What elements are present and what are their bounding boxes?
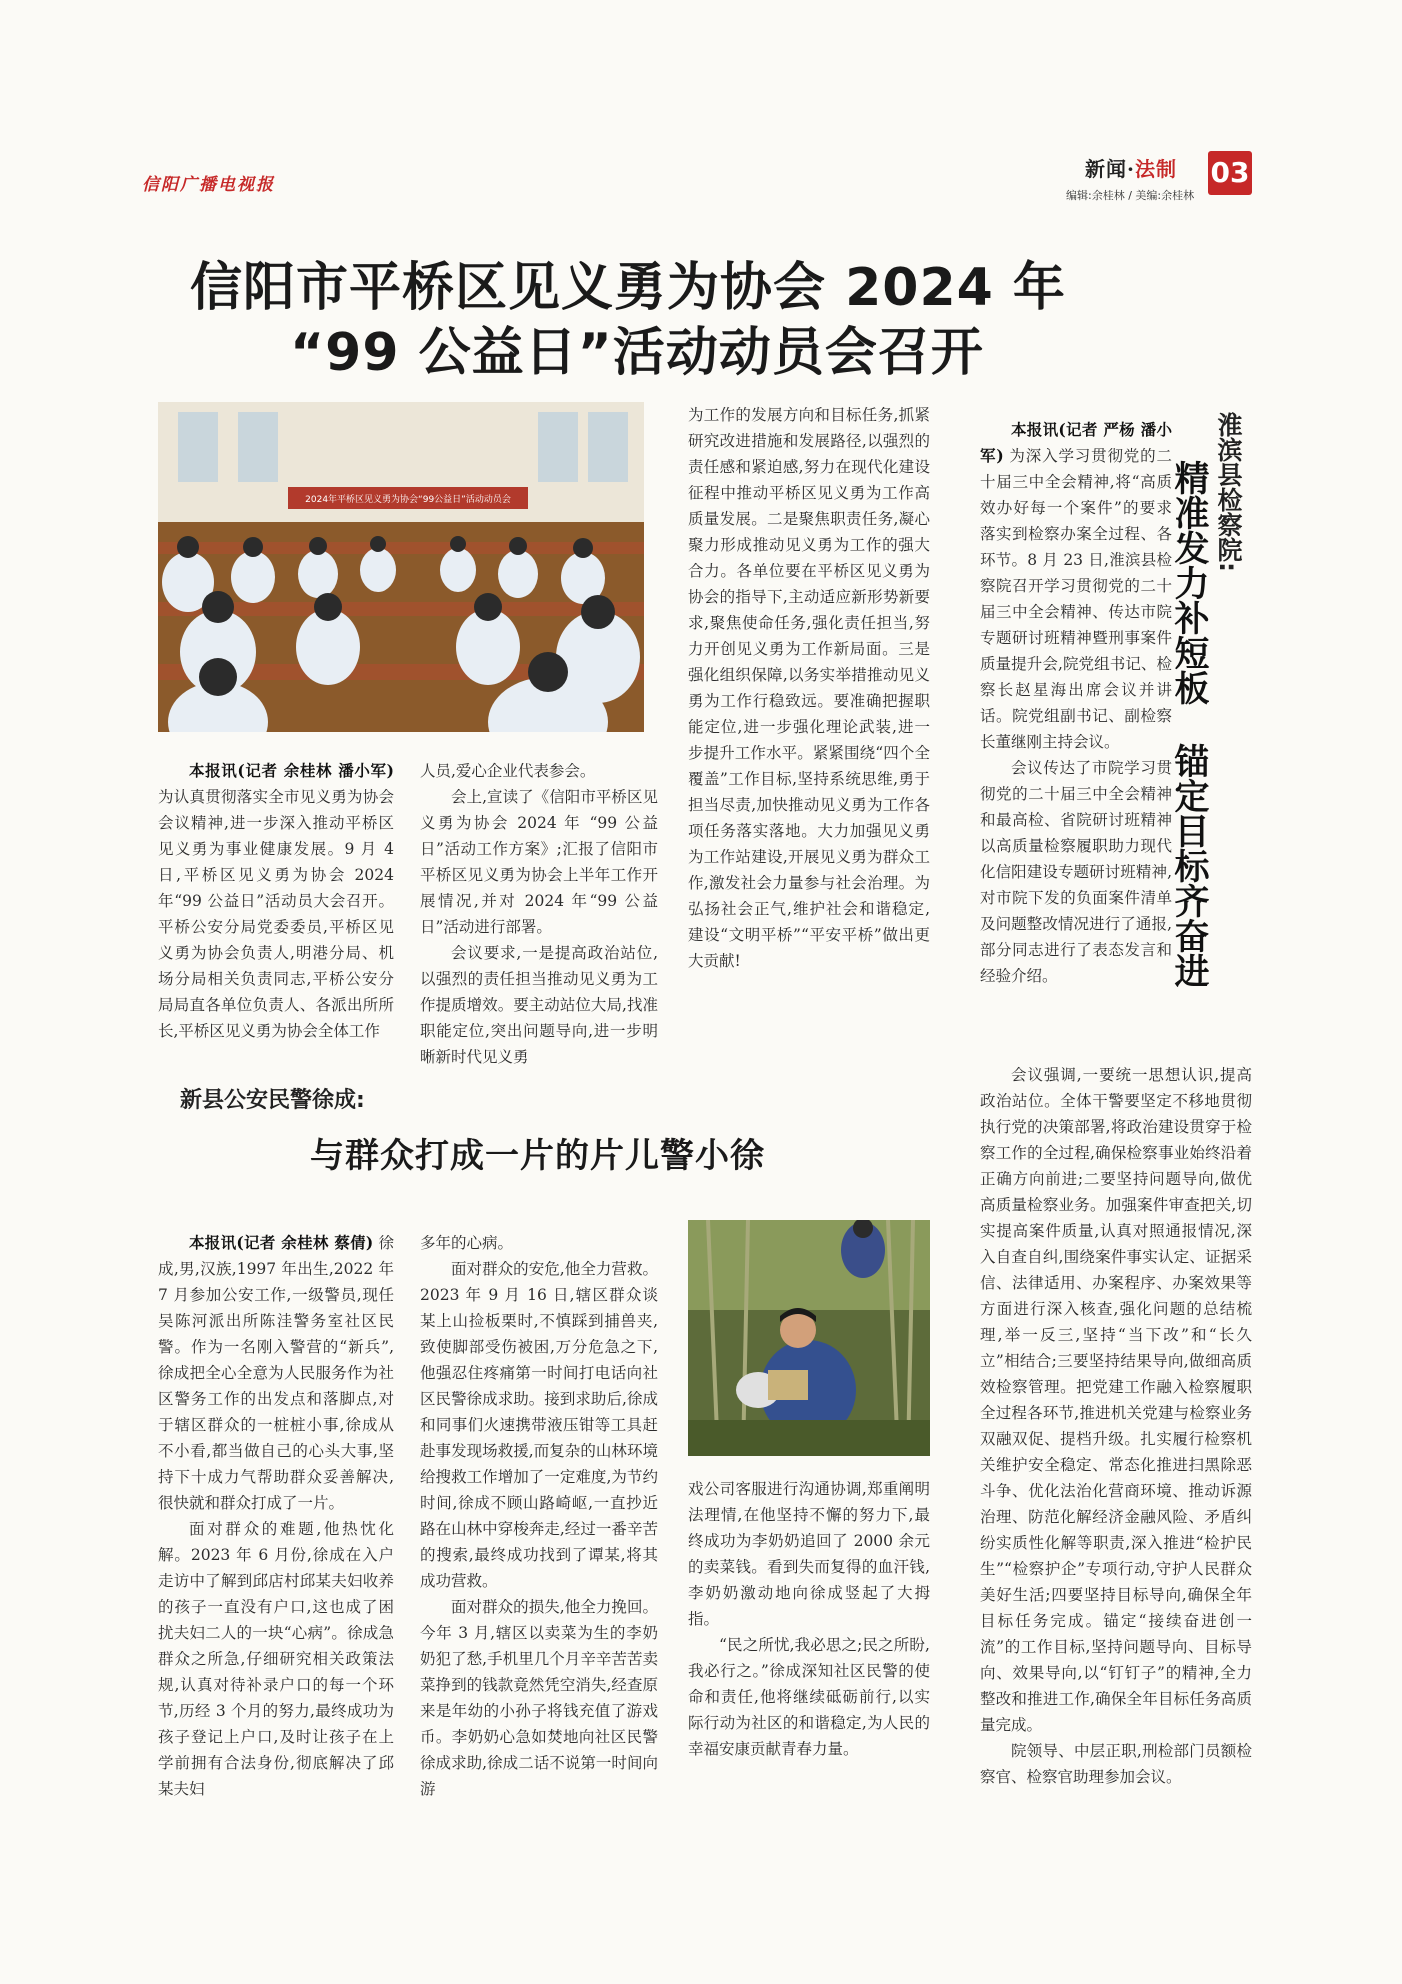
article2-paragraph: 多年的心病。	[420, 1234, 514, 1252]
section-news: 新闻	[1085, 157, 1127, 181]
article1-column-1	[158, 758, 394, 1044]
article2-byline: 本报讯(记者 余桂林 蔡倩)	[189, 1233, 374, 1252]
article3-paragraph: 会议传达了市院学习贯彻党的二十届三中全会精神和最高检、省院研讨班精神以高质量检察履职助力现代化信阳建设专题研讨班精神,对市院下发的负面案件清单及问题整改情况进行了通报,部分同志进行了表态发言和经验介绍。	[980, 759, 1172, 985]
article2-paragraph: 面对群众的安危,他全力营救。2023 年 9 月 16 日,辖区群众谈某上山捡板栗时,不慎踩到捕兽夹,致使脚部受伤被困,万分危急之下,他强忍住疼痛第一时间打电话向社区民警徐成求助。接到求助后,徐成和同事们火速携带液压钳等工具赶赴事发现场救援,而复杂的山林环境给搜救工作增加了一定难度,为节约时间,徐成不顾山路崎岖,一直抄近路在山林中穿梭奔走,经过一番辛苦的搜索,最终成功找到了谭某,将其成功营救。	[420, 1260, 658, 1590]
article2-kicker: 新县公安民警徐成:	[180, 1088, 365, 1113]
article2-text: 徐成,男,汉族,1997 年出生,2022 年 7 月参加公安工作,一级警员,现任吴陈河派出所陈洼警务室社区民警。作为一名刚入警营的“新兵”,徐成把全心全意为人民服务作为社区警务工作的出发点和落脚点,对于辖区群众的一桩桩小事,徐成从不小看,都当做自己的心头大事,坚持下十成力气帮助群众妥善解决,很快就和群众打成了一片。	[158, 1234, 394, 1512]
article2-paragraph: 面对群众的难题,他热忱化解。2023 年 6 月份,徐成在入户走访中了解到邱店村邱某夫妇收养的孩子一直没有户口,这也成了困扰夫妇二人的一块“心病”。徐成急群众之所急,仔细研究相关政策法规,认真对待补录户口的每一个环节,历经 3 个月的努力,最终成功为孩子登记上户口,及时让孩子在上学前拥有合法身份,彻底解决了邱某夫妇	[158, 1520, 394, 1798]
article2-column-3	[688, 1476, 930, 1762]
masthead: 信阳广播电视报	[142, 175, 275, 195]
article3-title-big	[1170, 460, 1208, 988]
page-number: 03	[1208, 151, 1252, 195]
article2-column-2	[420, 1230, 658, 1802]
article3-byline: 本报讯(记者 严杨 潘小军)	[980, 420, 1172, 465]
photo-banner-text: 2024年平桥区见义勇为协会“99公益日”活动动员会	[305, 495, 511, 505]
article2-paragraph: 戏公司客服进行沟通协调,郑重阐明法理情,在他坚持不懈的努力下,最终成功为李奶奶追回了 2000 余元的卖菜钱。看到失而复得的血汗钱,李奶奶激动地向徐成竖起了大拇指。	[688, 1480, 930, 1628]
article3-paragraph: 院领导、中层正职,刑检部门员额检察官、检察官助理参加会议。	[980, 1742, 1252, 1786]
article1-title-line1: 信阳市平桥区见义勇为协会 2024 年	[190, 258, 1066, 318]
police-photo-illustration	[688, 1220, 930, 1456]
article3-text: 为深入学习贯彻党的二十届三中全会精神,将“高质效办好每一个案件”的要求落实到检察办案全过程、各环节。8 月 23 日,淮滨县检察院召开学习贯彻党的二十届三中全会精神、传达市院专题研讨班精神暨刑事案件质量提升会,院党组书记、检察长赵星海出席会议并讲话。院党组副书记、副检察长董继刚主持会议。	[980, 447, 1172, 751]
article1-paragraph: 人员,爱心企业代表参会。	[420, 762, 596, 780]
article1-title-line2: “99 公益日”活动动员会召开	[290, 323, 984, 383]
article3-paragraph	[980, 417, 1172, 755]
section-law: 法制	[1134, 157, 1177, 181]
article1-paragraph: 会上,宣读了《信阳市平桥区见义勇为协会 2024 年 “99 公益日”活动工作方案》;汇报了信阳市平桥区见义勇为协会上半年工作开展情况,并对 2024 年“99 公益日”活动进行部署。	[420, 788, 658, 936]
article1-text: 为认真贯彻落实全市见义勇为协会会议精神,进一步深入推动平桥区见义勇为事业健康发展。9 月 4 日,平桥区见义勇为协会 2024 年“99 公益日”活动员大会召开。平桥公安分局党委委员,平桥区见义勇为协会负责人,明港分局、机场分局相关负责同志,平桥公安分局局直各单位负责人、各派出所所长,平桥区见义勇为协会全体工作	[158, 788, 394, 1040]
article2-title: 与群众打成一片的片儿警小徐	[310, 1136, 765, 1176]
article3-column-top	[980, 417, 1172, 989]
article2-column-1	[158, 1230, 394, 1802]
article3-paragraph: 会议强调,一要统一思想认识,提高政治站位。全体干警要坚定不移地贯彻执行党的决策部署,将政治建设贯穿于检察工作的全过程,确保检察事业始终沿着正确方向前进;二要坚持问题导向,做优高质量检察业务。加强案件审查把关,切实提高案件质量,认真对照通报情况,深入自查自纠,围绕案件事实认定、证据采信、法律适用、办案程序、办案效果等方面进行深入核查,强化问题的总结梳理,举一反三,坚持“当下改”和“长久立”相结合;三要坚持结果导向,做细高质效检察管理。把党建工作融入检察履职全过程各环节,推进机关党建与检察业务双融双促、提档升级。扎实履行检察机关维护安全稳定、常态化推进扫黑除恶斗争、优化法治化营商环境、推动诉源治理、防范化解经济金融风险、矛盾纠纷实质性化解等职责,深入推进“检护民生”“检察护企”专项行动,守护人民群众美好生活;四要坚持目标导向,确保全年目标任务完成。锚定“接续奋进创一流”的工作目标,坚持问题导向、目标导向、效果导向,以“钉钉子”的精神,全力整改和推进工作,确保全年目标任务高质量完成。	[980, 1066, 1252, 1734]
article2-paragraph: “民之所忧,我必思之;民之所盼,我必行之。”徐成深知社区民警的使命和责任,他将继续砥砺前行,以实际行动为社区的和谐稳定,为人民的幸福安康贡献青春力量。	[688, 1636, 930, 1758]
article3-column-bottom	[980, 1062, 1252, 1790]
meeting-photo	[158, 402, 644, 732]
article1-column-3	[688, 402, 930, 974]
article3-title-small: 淮滨县检察院:	[1214, 412, 1243, 572]
article1-paragraph: 会议要求,一是提高政治站位,以强烈的责任担当推动见义勇为工作提质增效。要主动站位大局,找准职能定位,突出问题导向,进一步明晰新时代见义勇	[420, 944, 658, 1066]
article1-paragraph	[158, 758, 394, 1044]
article3-title-big-line2: 锚定目标齐奋进	[1169, 743, 1209, 989]
editors-credit: 编辑:余桂林 / 美编:余桂林	[1066, 189, 1195, 202]
article3-title-big-line1: 精准发力补短板	[1169, 460, 1209, 705]
article1-paragraph: 为工作的发展方向和目标任务,抓紧研究改进措施和发展路径,以强烈的责任感和紧迫感,努力在现代化建设征程中推动平桥区见义勇为工作高质量发展。二是聚焦职责任务,凝心聚力形成推动见义勇为工作的强大合力。各单位要在平桥区见义勇为协会的指导下,主动适应新形势新要求,聚焦使命任务,强化责任担当,努力开创见义勇为工作新局面。三是强化组织保障,以务实举措推动见义勇为工作行稳致远。要准确把握职能定位,进一步强化理论武装,进一步提升工作水平。紧紧围绕“四个全覆盖”工作目标,坚持系统思维,勇于担当尽责,加快推动见义勇为工作各项任务落实落地。大力加强见义勇为工作站建设,开展见义勇为群众工作,激发社会力量参与社会治理。为弘扬社会正气,维护社会和谐稳定,建设“文明平桥”“平安平桥”做出更大贡献!	[688, 406, 930, 970]
article2-paragraph	[158, 1230, 394, 1516]
article1-byline: 本报讯(记者 余桂林 潘小军)	[189, 761, 394, 780]
meeting-photo-illustration	[158, 402, 644, 732]
section-dot: ·	[1127, 157, 1135, 181]
article1-column-2	[420, 758, 658, 1070]
article2-paragraph: 面对群众的损失,他全力挽回。今年 3 月,辖区以卖菜为生的李奶奶犯了愁,手机里几个月辛辛苦苦卖菜挣到的钱款竟然凭空消失,经查原来是年幼的小孙子将钱充值了游戏币。李奶奶心急如焚地向社区民警徐成求助,徐成二话不说第一时间向游	[420, 1598, 658, 1798]
section-label	[1085, 153, 1177, 182]
police-photo	[688, 1220, 930, 1456]
